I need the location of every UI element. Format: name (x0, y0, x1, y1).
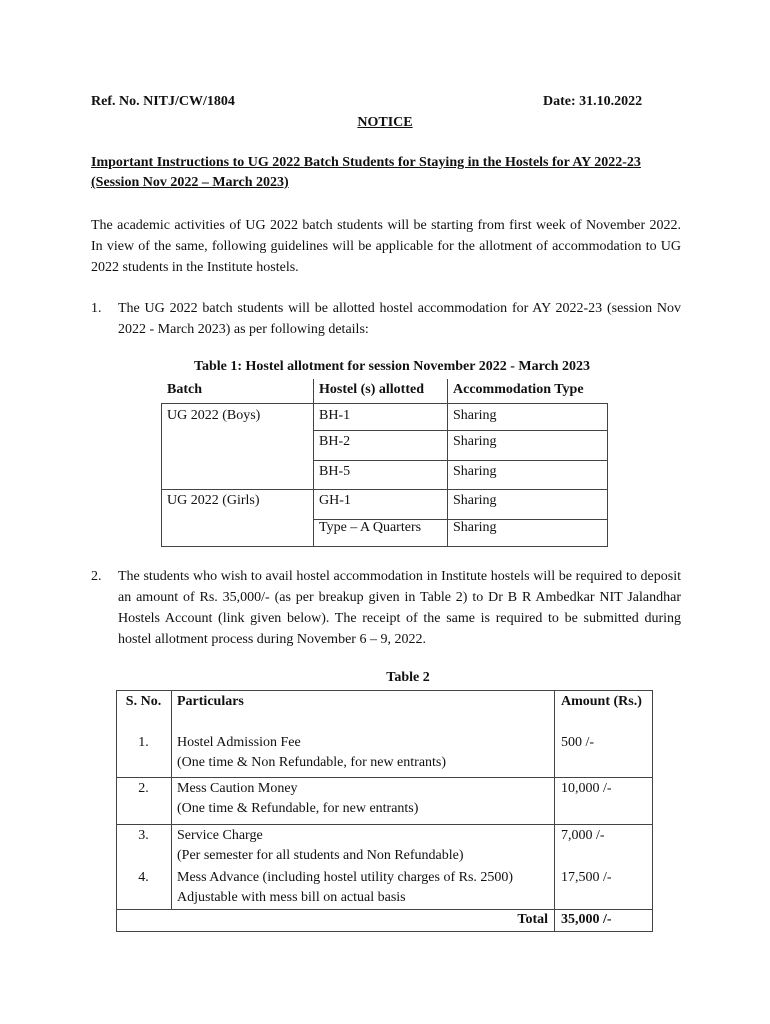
list-item-2 (91, 566, 681, 656)
table2-amount: 17,500 /- (561, 870, 612, 885)
table1-header-type: Accommodation Type (453, 382, 584, 397)
table1-type-cell: Sharing (453, 408, 497, 423)
notice-date: Date: 31.10.2022 (543, 94, 643, 109)
table2-particular-note: (One time & Refundable, for new entrants) (177, 801, 419, 816)
table2-amount: 500 /- (561, 735, 595, 750)
table2-particular-title: Mess Advance (including hostel utility charges of Rs. 2500) (177, 870, 514, 885)
table2-amount: 7,000 /- (561, 828, 605, 843)
notice-title: NOTICE (357, 115, 413, 130)
table1-hostel-cell: GH-1 (319, 493, 351, 508)
table1-hostel-cell: Type – A Quarters (319, 520, 422, 535)
table1-batch-boys: UG 2022 (Boys) (167, 408, 261, 423)
list-item-number: 1. (91, 301, 102, 316)
list-item-text: The UG 2022 batch students will be allotted hostel accommodation for AY 2022-23 (session Nov 2022 - March 2023) as per following details: (118, 301, 681, 337)
table2-particular-note: (Per semester for all students and Non Refundable) (177, 848, 464, 863)
table1-caption: Table 1: Hostel allotment for session November 2022 - March 2023 (193, 359, 591, 374)
table1-header-hostel: Hostel (s) allotted (319, 382, 424, 397)
list-item-1 (91, 298, 681, 348)
table1-type-cell: Sharing (453, 520, 497, 535)
table2-particular-note: (One time & Non Refundable, for new entrants) (177, 755, 447, 770)
table2-caption: Table 2 (386, 670, 430, 685)
table2-particular-title: Mess Caution Money (177, 781, 298, 796)
table1-hostel-cell: BH-1 (319, 408, 351, 423)
table1-batch-girls: UG 2022 (Girls) (167, 493, 260, 508)
table2-sno: 4. (138, 870, 149, 885)
table1-hostel-cell: BH-5 (319, 464, 351, 479)
table2-particular-title: Service Charge (177, 828, 263, 843)
reference-number: Ref. No. NITJ/CW/1804 (91, 94, 235, 109)
hostel-allotment-table (161, 379, 608, 547)
table2-sno: 2. (138, 781, 149, 796)
table2-sno: 1. (138, 735, 149, 750)
table2-header-amount: Amount (Rs.) (561, 694, 642, 709)
notice-subject: Important Instructions to UG 2022 Batch Students for Staying in the Hostels for AY 2022-23 (Session Nov 2022 – March 2023) (91, 155, 641, 190)
intro-paragraph: The academic activities of UG 2022 batch students will be starting from first week of November 2022. In view of the same, following guidelines will be applicable for the allotment of accommodation to UG 2022 students in the Institute hostels. (91, 218, 681, 275)
table1-header-batch: Batch (167, 382, 202, 397)
table1-type-cell: Sharing (453, 464, 497, 479)
table2-header-particulars: Particulars (177, 694, 244, 709)
table2-particular-note: Adjustable with mess bill on actual basis (177, 890, 406, 905)
table1-type-cell: Sharing (453, 493, 497, 508)
fee-breakup-table (116, 690, 653, 932)
list-item-number: 2. (91, 569, 102, 584)
table2-particular-title: Hostel Admission Fee (177, 735, 301, 750)
list-item-text: The students who wish to avail hostel accommodation in Institute hostels will be required to deposit an amount of Rs. 35,000/- (as per breakup given in Table 2) to Dr B R Ambedkar NIT Jalandhar Hostels Account (link given below). The receipt of the same is required to be submitted during hostel allotment process during November 6 – 9, 2022. (118, 569, 681, 647)
table2-amount: 10,000 /- (561, 781, 612, 796)
table1-hostel-cell: BH-2 (319, 434, 351, 449)
table2-sno: 3. (138, 828, 149, 843)
table2-total-label: Total (517, 912, 548, 927)
table1-type-cell: Sharing (453, 434, 497, 449)
table2-total-amount: 35,000 /- (561, 912, 612, 927)
table2-header-sno: S. No. (125, 694, 162, 709)
